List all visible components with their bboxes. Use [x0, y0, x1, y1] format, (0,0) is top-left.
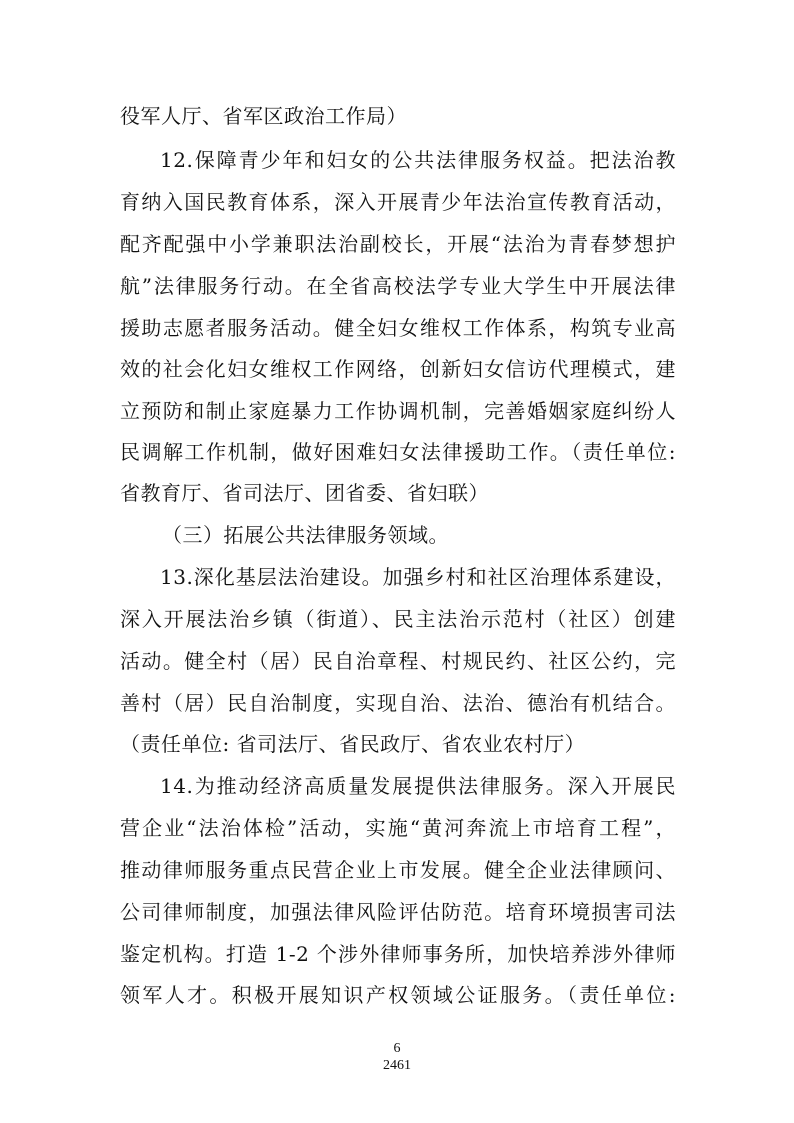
paragraph-line: 配齐配强中小学兼职法治副校长，开展“法治为青春梦想护 [120, 232, 676, 256]
paragraph-line: 公司律师制度，加强法律风险评估防范。培育环境损害司法 [120, 900, 676, 924]
paragraph-line: 善村（居）民自治制度，实现自治、法治、德治有机结合。 [120, 691, 676, 715]
section-heading: （三）拓展公共法律服务领域。 [162, 523, 449, 547]
paragraph-line: 效的社会化妇女维权工作网络，创新妇女信访代理模式，建 [120, 357, 676, 381]
paragraph-line: 深入开展法治乡镇（街道）、民主法治示范村（社区）创建 [120, 607, 676, 631]
paragraph-line: 13.深化基层法治建设。加强乡村和社区治理体系建设， [160, 565, 676, 589]
page-number: 6 [393, 1041, 401, 1056]
paragraph-line: 活动。健全村（居）民自治章程、村规民约、社区公约，完 [120, 649, 676, 673]
serial-number: 2461 [383, 1058, 411, 1073]
paragraph-line: （责任单位: 省司法厅、省民政厅、省农业农村厅） [120, 732, 586, 756]
paragraph-line: 领军人才。积极开展知识产权领域公证服务。（责任单位: [120, 983, 676, 1007]
paragraph-line: 役军人厅、省军区政治工作局） [120, 104, 407, 128]
paragraph-line: 12.保障青少年和妇女的公共法律服务权益。把法治教 [160, 148, 676, 172]
paragraph-line: 推动律师服务重点民营企业上市发展。健全企业法律顾问、 [120, 858, 676, 882]
paragraph-line: 航”法律服务行动。在全省高校法学专业大学生中开展法律 [120, 274, 676, 298]
paragraph-line: 鉴定机构。打造 1-2 个涉外律师事务所，加快培养涉外律师 [120, 942, 676, 966]
paragraph-line: 民调解工作机制，做好困难妇女法律援助工作。（责任单位: [120, 440, 676, 464]
paragraph-line: 省教育厅、省司法厅、团省委、省妇联） [120, 481, 489, 505]
paragraph-line: 育纳入国民教育体系，深入开展青少年法治宣传教育活动， [120, 190, 676, 214]
paragraph-line: 14.为推动经济高质量发展提供法律服务。深入开展民 [160, 774, 676, 798]
paragraph-line: 援助志愿者服务活动。健全妇女维权工作体系，构筑专业高 [120, 316, 676, 340]
paragraph-line: 营企业“法治体检”活动，实施“黄河奔流上市培育工程”， [120, 816, 676, 840]
paragraph-line: 立预防和制止家庭暴力工作协调机制，完善婚姻家庭纠纷人 [120, 399, 676, 423]
